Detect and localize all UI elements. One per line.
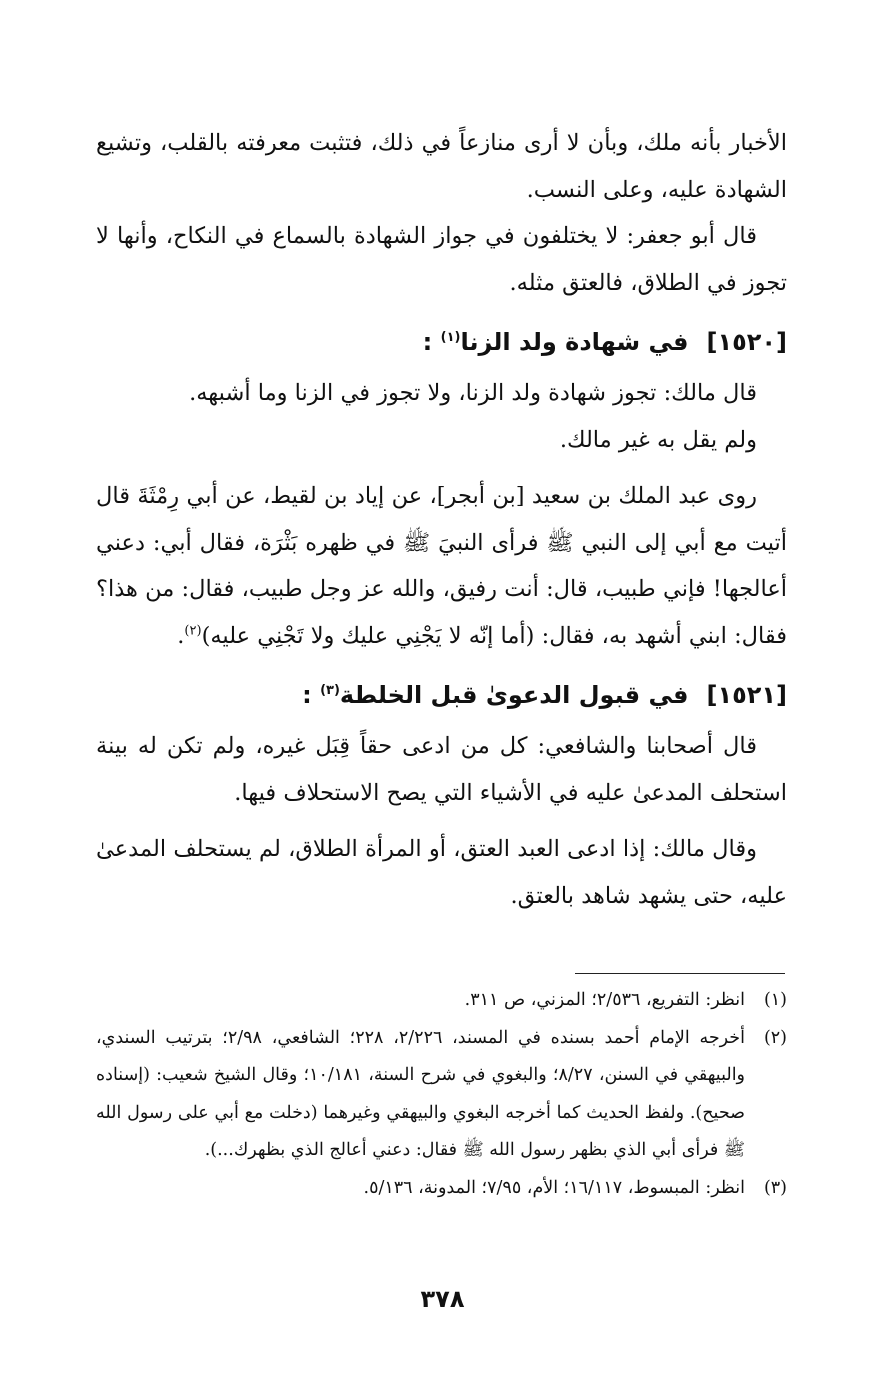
paragraph-text: روى عبد الملك بن سعيد [بن أبجر]، عن إياد بن لقيط، عن أبي رِمْثَةَ قال أتيت مع أبي إلى النبي ﷺ فرأى النبيَ ﷺ في ظهره بَثْرَة، فقال أبي: دعني أعالجها! فإني طبيب، قال: أنت رفيق، والله عز وجل طبيب، فقال: من هذا؟ فقال: ابني أشهد به، فقال: (أما إنّه لا يَجْنِي عليك ولا تَجْنِي عليه) xyxy=(96,483,787,649)
paragraph: قال أبو جعفر: لا يختلفون في جواز الشهادة بالسماع في النكاح، وأنها لا تجوز في الطلاق، فالعتق مثله. xyxy=(96,223,787,296)
paragraph xyxy=(96,473,787,659)
footnote-reference: (١) xyxy=(440,330,461,345)
paragraph: ولم يقل به غير مالك. xyxy=(559,426,757,453)
section-heading-1521 xyxy=(96,671,787,719)
page-number: ٣٧٨ xyxy=(420,1285,465,1313)
section-title: في شهادة ولد الزنا xyxy=(460,328,689,356)
footnotes xyxy=(96,982,787,1207)
section-heading-1520 xyxy=(96,318,787,366)
footnote-text: انظر: التفريع، ٢/٥٣٦؛ المزني، ص ٣١١. xyxy=(464,990,745,1010)
footnote-text: أخرجه الإمام أحمد بسنده في المسند، ٢/٢٢٦، ٢٢٨؛ الشافعي، ٢/٩٨؛ بترتيب السندي، والبيهقي في السنن، ٨/٢٧؛ والبغوي في شرح السنة، ١٠/١٨١؛ وقال الشيخ شعيب: (إسناده صحيح). ولفظ الحديث كما أخرجه البغوي والبيهقي وغيرهما (دخلت مع أبي على رسول الله ﷺ فرأى أبي الذي بظهر رسول الله ﷺ فقال: دعني أعالج الذي بظهرك...). xyxy=(96,1027,746,1160)
paragraph: وقال مالك: إذا ادعى العبد العتق، أو المرأة الطلاق، لم يستحلف المدعىٰ عليه، حتى يشهد شاهد بالعتق. xyxy=(96,836,787,909)
main-text xyxy=(96,120,787,919)
footnote-divider xyxy=(575,973,785,974)
heading-colon: : xyxy=(422,328,433,356)
footnote xyxy=(96,982,787,1020)
paragraph: قال أصحابنا والشافعي: كل من ادعى حقاً قِبَل غيره، ولم تكن له بينة استحلف المدعىٰ عليه في الأشياء التي يصح الاستحلاف فيها. xyxy=(96,733,787,806)
section-title: في قبول الدعوىٰ قبل الخلطة xyxy=(339,681,689,709)
footnote-reference: (٣) xyxy=(320,683,340,698)
footnote xyxy=(96,1170,787,1208)
sentence-end: . xyxy=(177,622,185,649)
footnote-reference: (٢) xyxy=(184,623,202,638)
footnote-label: (٣) xyxy=(763,1177,787,1198)
section-number: [١٥٢١] xyxy=(706,681,787,709)
heading-colon: : xyxy=(302,681,312,709)
section-number: [١٥٢٠] xyxy=(706,328,787,356)
footnote-text: انظر: المبسوط، ١٦/١١٧؛ الأم، ٧/٩٥؛ المدونة، ٥/١٣٦. xyxy=(363,1177,745,1198)
footnote-label: (٢) xyxy=(763,1027,787,1048)
footnote-label: (١) xyxy=(763,990,787,1010)
paragraph: الأخبار بأنه ملك، وبأن لا أرى منازعاً في ذلك، فتثبت معرفته بالقلب، وتشيع الشهادة عليه، وعلى النسب. xyxy=(96,130,787,203)
paragraph: قال مالك: تجوز شهادة ولد الزنا، ولا تجوز في الزنا وما أشبهه. xyxy=(189,380,757,406)
footnote xyxy=(96,1020,787,1170)
